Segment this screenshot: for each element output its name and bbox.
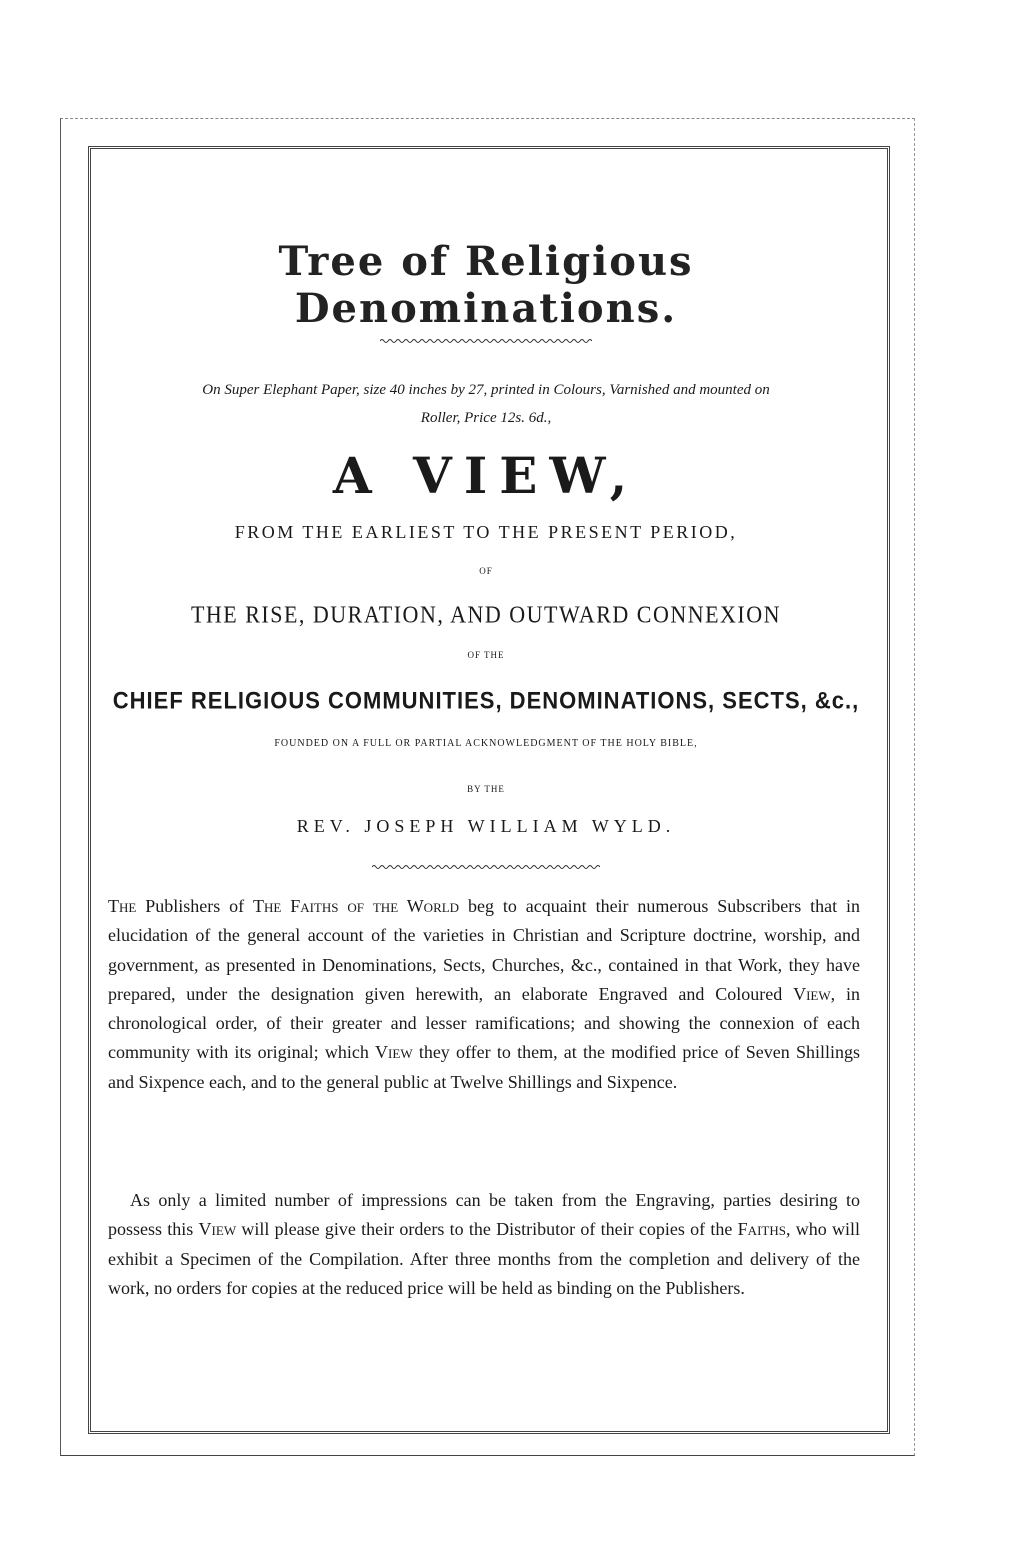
wavy-rule-top [380, 338, 592, 344]
advertisement-page [92, 150, 880, 1424]
chief-line: CHIEF RELIGIOUS COMMUNITIES, DENOMINATIONS, SECTS, &c., [112, 686, 860, 715]
p1-lead: The [108, 896, 137, 916]
paragraph-2 [108, 1186, 860, 1303]
p1-view-2: View [375, 1042, 413, 1063]
p1-faiths-title: The Faiths of the World [253, 896, 460, 916]
page-title: Tree of Religious Denominations. [278, 238, 694, 332]
founded-line: FOUNDED ON A FULL OR PARTIAL ACKNOWLEDGMENT OF THE HOLY BIBLE, [274, 738, 698, 749]
paragraph-1 [108, 892, 860, 1097]
p2-faiths: Faiths [737, 1219, 786, 1240]
p1-text-d: they offer to them, at the modified price of Seven Shillings and Sixpence each, and to the general public at Twelve Shillings and Sixpence. [108, 1042, 861, 1092]
from-line: FROM THE EARLIEST TO THE PRESENT PERIOD, [234, 522, 738, 542]
p2-view: View [198, 1219, 237, 1240]
of-the-line: OF THE [467, 650, 505, 660]
p2-text-c: , who will exhibit a Specimen of the Compilation. After three months from the completion and delivery of the work, no orders for copies at the reduced price will be held as binding on the Publishers. [108, 1219, 860, 1298]
p1-text-b: beg to acquaint their numerous Subscribers that in elucidation of the general account of the varieties in Christian and Scripture doctrine, worship, and government, as presented in Denominations, Sects, Churches, &c., contained in that Work, they have prepared, under the designation given herewith, an elaborate Engraved and Coloured [108, 896, 861, 1004]
p1-text-a: Publishers of [145, 896, 245, 916]
p2-text-a: As only a limited number of impressions can be taken from the Engraving, parties desiring to possess this [108, 1190, 860, 1240]
p2-text-b: will please give their orders to the Distributor of their copies of the [241, 1219, 733, 1240]
intro-line-1: On Super Elephant Paper, size 40 inches by 27, printed in Colours, Varnished and mounted on [202, 382, 770, 398]
intro-text [132, 376, 840, 432]
of-line: OF [479, 566, 493, 576]
rise-line: THE RISE, DURATION, AND OUTWARD CONNEXION [190, 600, 782, 629]
a-view-heading: A VIEW, [332, 446, 640, 505]
p1-view-1: View [793, 983, 831, 1004]
by-the-line: BY THE [467, 784, 505, 794]
author-line: REV. JOSEPH WILLIAM WYLD. [296, 816, 676, 836]
wavy-rule-bottom [372, 864, 600, 870]
p1-text-c: , in chronological order, of their greater and lesser ramifications; and showing the connexion of each community with its original; which [108, 983, 860, 1063]
intro-line-2: Roller, Price 12s. 6d., [420, 410, 552, 426]
